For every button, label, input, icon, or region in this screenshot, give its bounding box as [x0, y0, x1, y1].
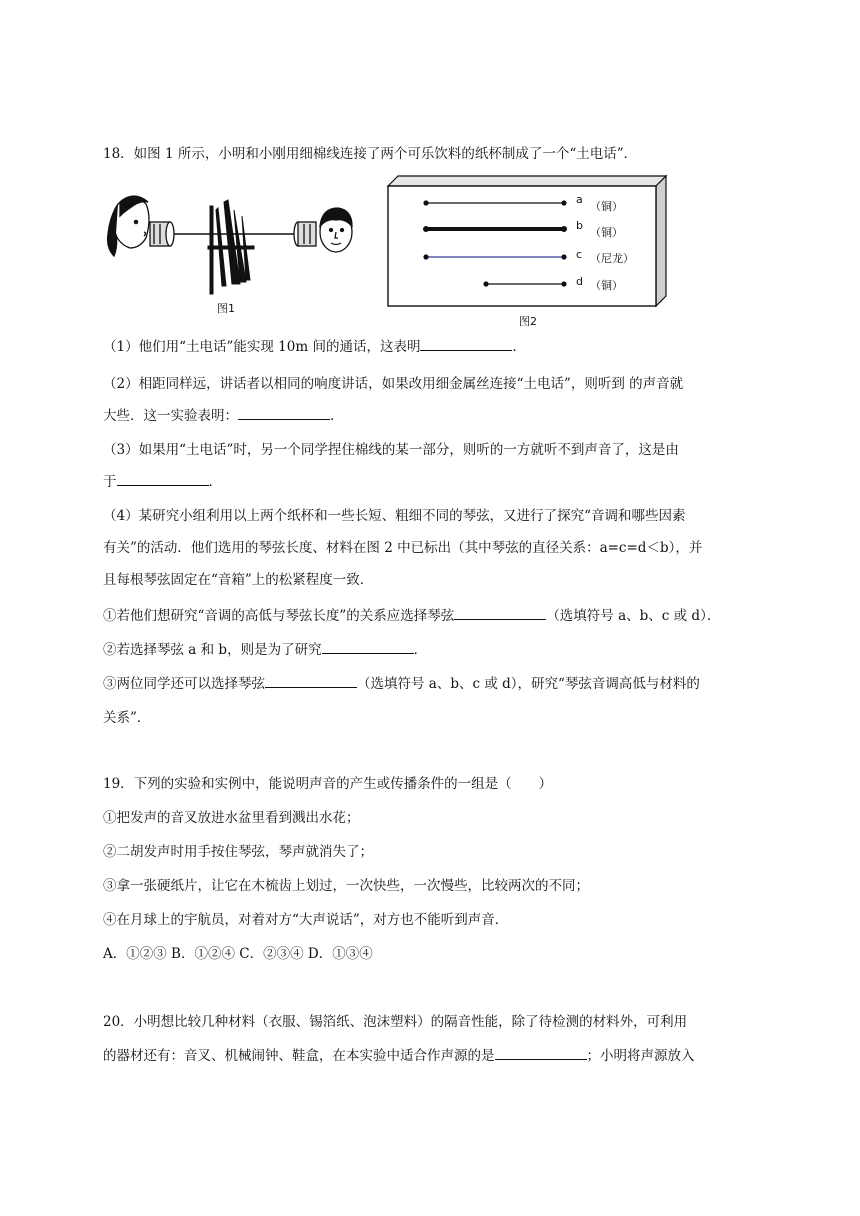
q19-item-3: ③拿一张硬纸片，让它在木梳齿上划过，一次快些，一次慢些，比较两次的不同； — [103, 878, 589, 894]
q18-part-3-end: ． — [208, 474, 222, 490]
string-b-material: （铜） — [590, 226, 623, 239]
string-b-letter: b — [576, 219, 583, 232]
q18-part-3-line-2 — [103, 471, 763, 492]
answer-blank[interactable] — [420, 336, 512, 351]
q18-sub-3-line-2: 关系”． — [103, 710, 151, 726]
partition — [208, 200, 254, 294]
q19-item-4: ④在月球上的宇航员，对着对方“大声说话”，对方也不能听到声音． — [103, 912, 509, 928]
q18-part-2-end: ． — [330, 408, 344, 424]
q18-part-4-line-2: 有关”的活动．他们选用的琴弦长度、材料在图 2 中已标出（其中琴弦的直径关系：a=c=d＜b），并 — [103, 540, 703, 556]
string-a-letter: a — [576, 193, 583, 206]
boy-figure — [320, 208, 352, 252]
q18-stem: 18．如图 1 所示，小明和小刚用细棉线连接了两个可乐饮料的纸杯制成了一个“土电话”． — [103, 146, 638, 162]
q18-sub-2 — [103, 639, 763, 660]
figure-1-caption: 图1 — [217, 302, 235, 315]
q18-part-1 — [103, 336, 763, 357]
q19-stem: 19．下列的实验和实例中，能说明声音的产生或传播条件的一组是（ ） — [103, 776, 553, 792]
q20-line-1: 20．小明想比较几种材料（衣服、锡箔纸、泡沫塑料）的隔音性能，除了待检测的材料外，可利用 — [103, 1014, 688, 1030]
q18-sub-3-text-2: （选填符号 a、b、c 或 d），研究“琴弦音调高低与材料的 — [357, 676, 700, 692]
figure-1-string-telephone — [100, 186, 370, 322]
q18-sub-2-end: ． — [413, 642, 428, 658]
q19-item-2: ②二胡发声时用手按住琴弦，琴声就消失了； — [103, 844, 373, 860]
q18-sub-3-text: ③两位同学还可以选择琴弦 — [103, 676, 265, 692]
right-cup — [294, 222, 316, 246]
string-d-material: （铜） — [590, 279, 623, 292]
left-cup — [150, 222, 174, 246]
q18-sub-1-end: （选填符号 a、b、c 或 d）． — [546, 608, 721, 624]
q19-item-1: ①把发声的音叉放进水盆里看到溅出水花； — [103, 810, 360, 826]
q18-part-2-line-1: （2）相距同样远，讲话者以相同的响度讲话，如果改用细金属丝连接“土电话”，则听到 的声音就 — [103, 376, 684, 392]
q18-part-3-text: 于 — [103, 474, 117, 490]
q19-options: A．①②③ B．①②④ C．②③④ D．①③④ — [103, 946, 373, 962]
girl-figure — [108, 196, 149, 256]
string-a-material: （铜） — [590, 200, 623, 213]
q18-sub-1-text: ①若他们想研究“音调的高低与琴弦长度”的关系应选择琴弦 — [103, 608, 455, 624]
q18-part-4-line-3: 且每根琴弦固定在“音箱”上的松紧程度一致． — [103, 572, 374, 588]
q20-line-2-end: ；小明将声源放入 — [586, 1048, 695, 1064]
answer-blank[interactable] — [117, 471, 209, 486]
q18-part-2-text: 大些．这一实验表明： — [103, 408, 238, 424]
q20-line-2 — [103, 1045, 763, 1066]
answer-blank[interactable] — [454, 605, 546, 620]
q18-part-1-end: ． — [512, 339, 526, 355]
string-c-material: （尼龙） — [590, 252, 634, 265]
answer-blank[interactable] — [495, 1045, 587, 1060]
q18-sub-3-line-1 — [103, 673, 763, 694]
q18-sub-1 — [103, 605, 763, 626]
q18-part-1-text: （1）他们用“土电话”能实现 10m 间的通话，这表明 — [103, 339, 421, 355]
q18-sub-2-text: ②若选择琴弦 a 和 b，则是为了研究 — [103, 642, 322, 658]
q18-part-3-line-1: （3）如果用“土电话”时，另一个同学捏住棉线的某一部分，则听的一方就听不到声音了，这是由 — [103, 442, 679, 458]
q20-line-2-text: 的器材还有：音叉、机械闹钟、鞋盒，在本实验中适合作声源的是 — [103, 1048, 495, 1064]
answer-blank[interactable] — [238, 405, 330, 420]
q18-part-4-line-1: （4）某研究小组利用以上两个纸杯和一些长短、粗细不同的琴弦，又进行了探究“音调和哪些因素 — [103, 508, 686, 524]
q18-part-2-line-2 — [103, 405, 763, 426]
figure-2-caption: 图2 — [519, 315, 537, 328]
figure-2-strings — [384, 172, 670, 332]
answer-blank[interactable] — [265, 673, 357, 688]
string-c-letter: c — [576, 248, 583, 261]
answer-blank[interactable] — [322, 639, 414, 654]
string-d-letter: d — [576, 275, 583, 288]
